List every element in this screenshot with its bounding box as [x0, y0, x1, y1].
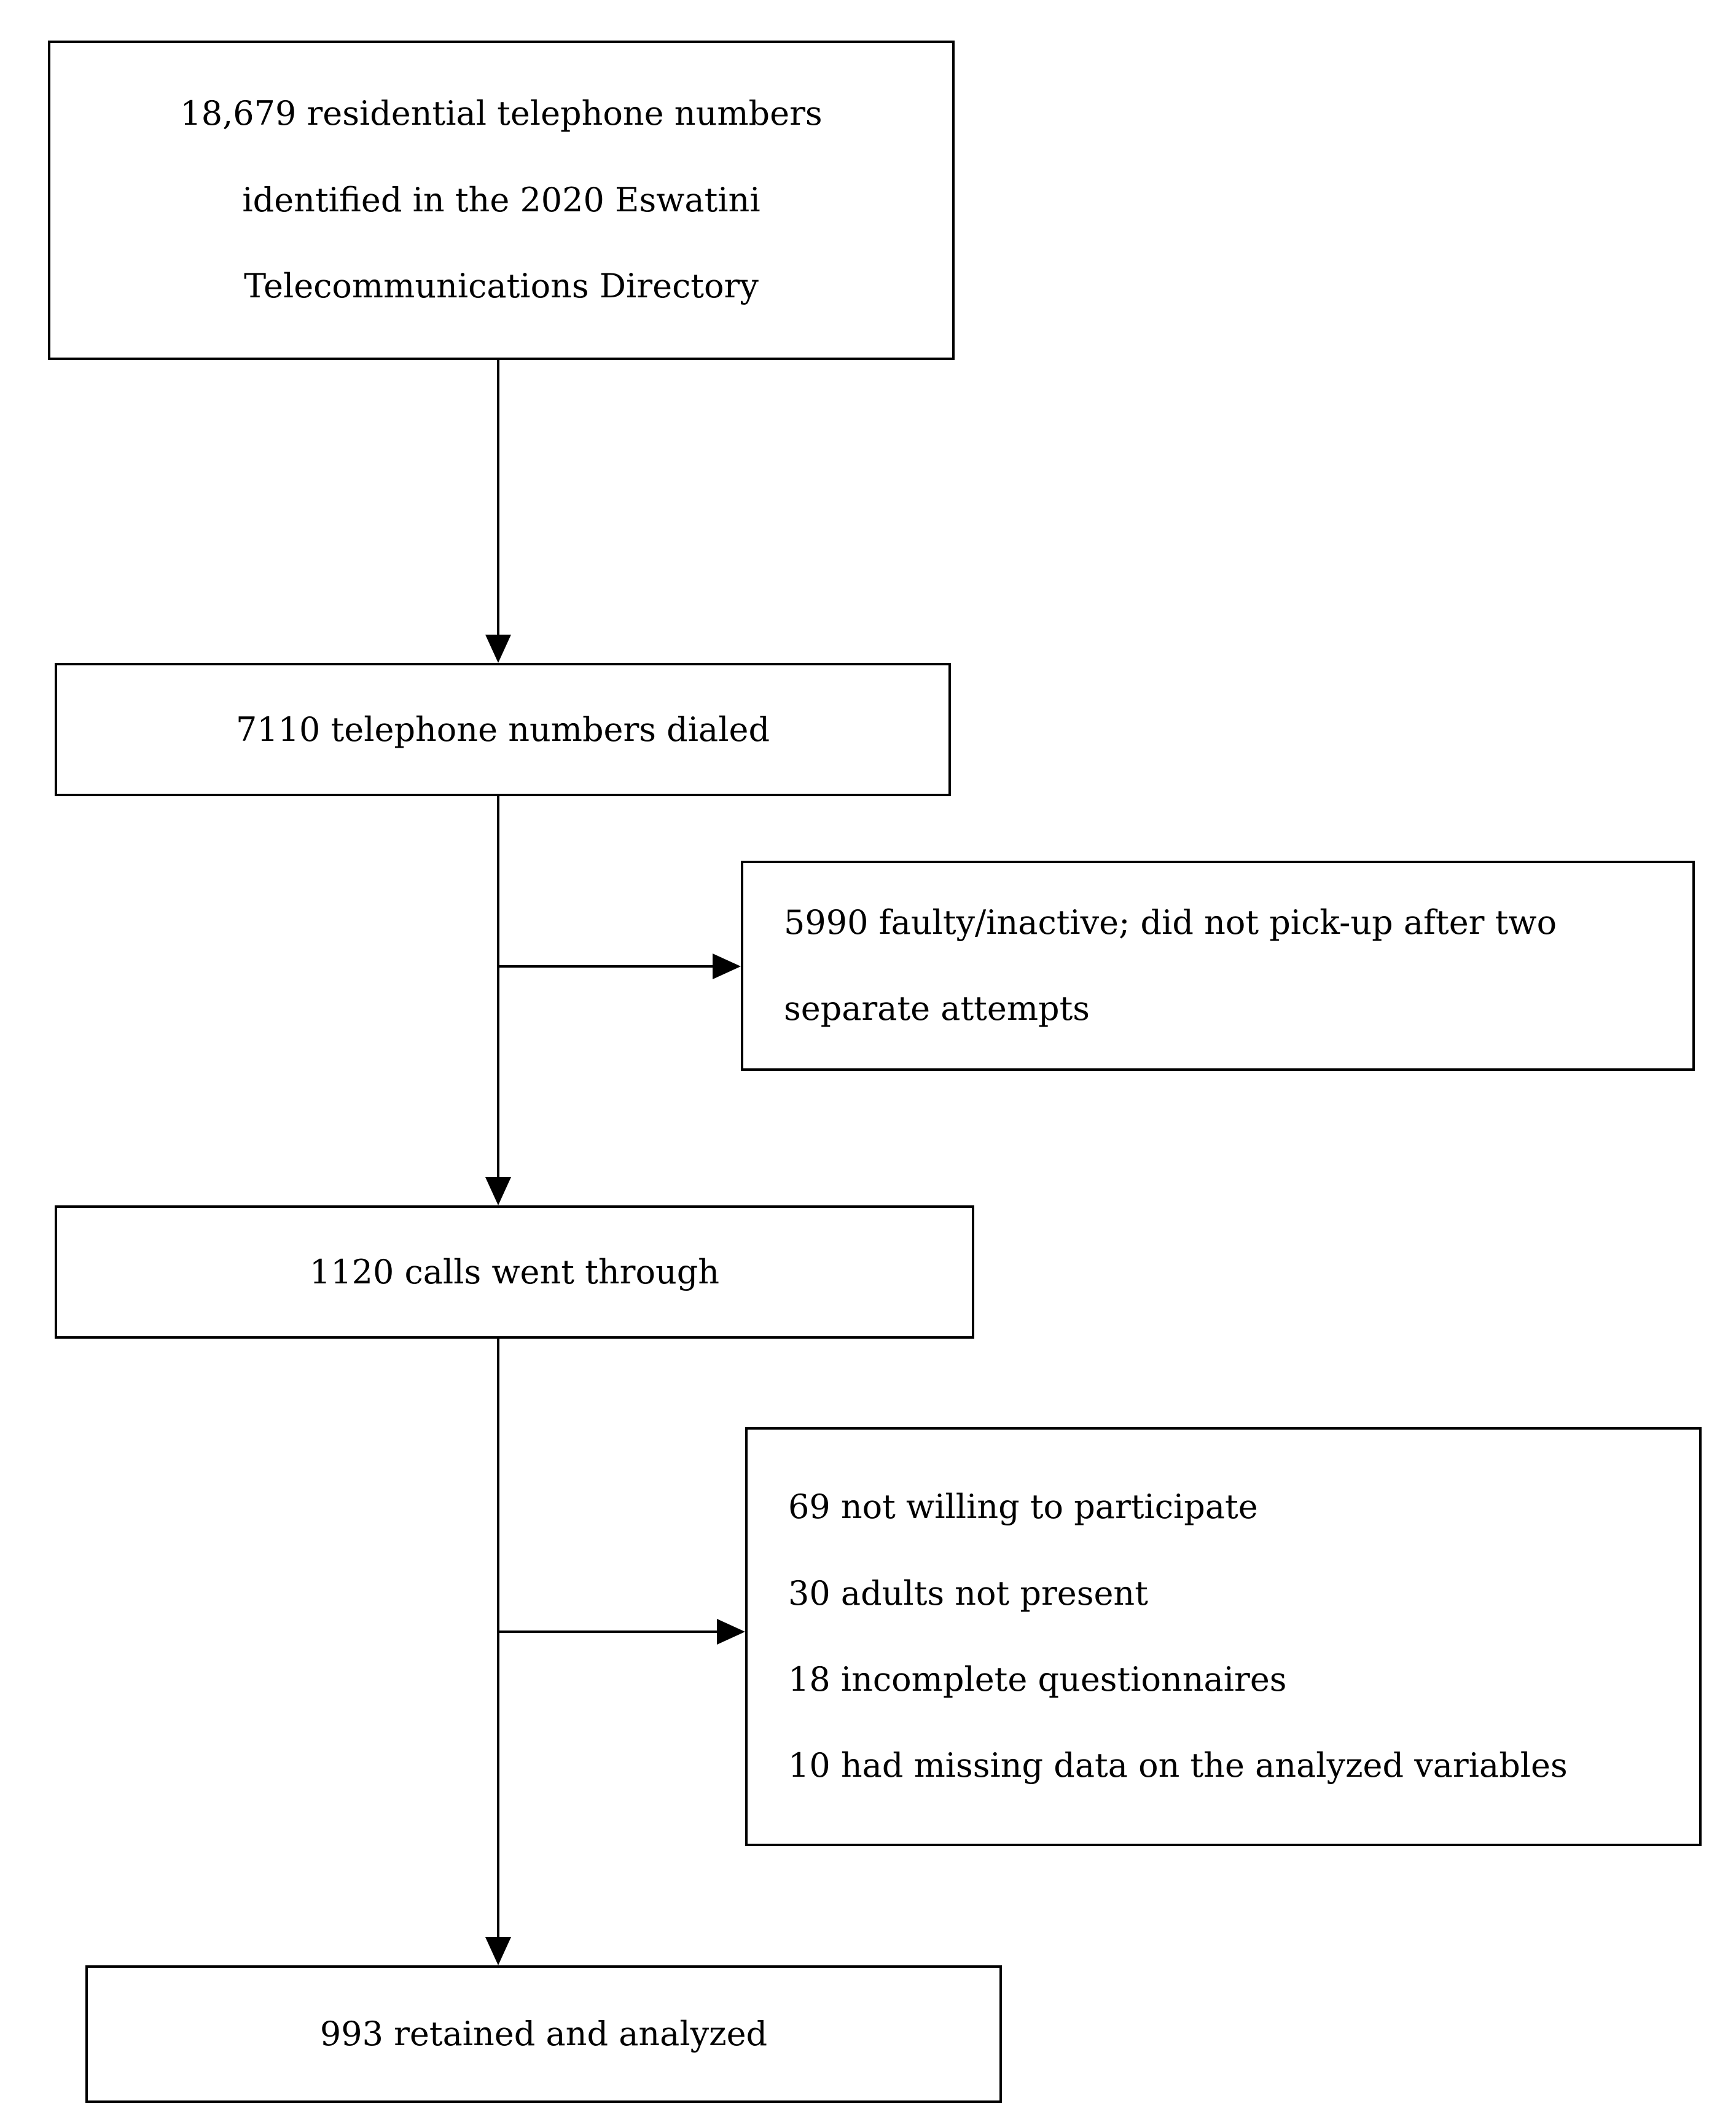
arrow-branch-not-picked-up-head-icon [713, 953, 741, 979]
box-calls-went-through-text: 1120 calls went through [309, 1252, 720, 1291]
box-exclusions-line-4: 10 had missing data on the analyzed variables [788, 1746, 1568, 1785]
arrow-identified-to-dialed-line [497, 360, 499, 635]
box-exclusions-line-2: 30 adults not present [788, 1573, 1148, 1613]
box-exclusions-line-3: 18 incomplete questionnaires [788, 1660, 1287, 1699]
box-calls-went-through [55, 1205, 974, 1339]
box-numbers-identified-line-1: 18,679 residential telephone numbers [180, 94, 823, 133]
arrow-branch-exclusions-head-icon [717, 1619, 745, 1645]
box-not-picked-up-line-1: 5990 faulty/inactive; did not pick-up after two [784, 902, 1557, 942]
box-exclusions-line-1: 69 not willing to participate [788, 1487, 1258, 1527]
box-retained-analyzed-text: 993 retained and analyzed [319, 2014, 768, 2054]
box-numbers-identified-line-2: identified in the 2020 Eswatini [242, 180, 760, 219]
arrow-branch-not-picked-up-line [498, 965, 714, 968]
box-exclusions [745, 1427, 1702, 1846]
box-numbers-identified-line-3: Telecommunications Directory [244, 267, 759, 306]
box-not-picked-up [741, 861, 1695, 1071]
box-not-picked-up-line-2: separate attempts [784, 989, 1090, 1028]
box-numbers-identified [48, 41, 955, 360]
box-numbers-dialed-text: 7110 telephone numbers dialed [235, 710, 770, 749]
box-retained-analyzed [85, 1965, 1002, 2103]
arrow-identified-to-dialed-head-icon [485, 635, 511, 663]
box-numbers-dialed [55, 663, 951, 796]
arrow-dialed-to-calls-head-icon [485, 1177, 511, 1205]
arrow-branch-exclusions-line [498, 1631, 718, 1633]
arrow-dialed-to-calls-line [497, 796, 499, 1177]
arrow-calls-to-retained-head-icon [485, 1937, 511, 1965]
arrow-calls-to-retained-line [497, 1339, 499, 1937]
